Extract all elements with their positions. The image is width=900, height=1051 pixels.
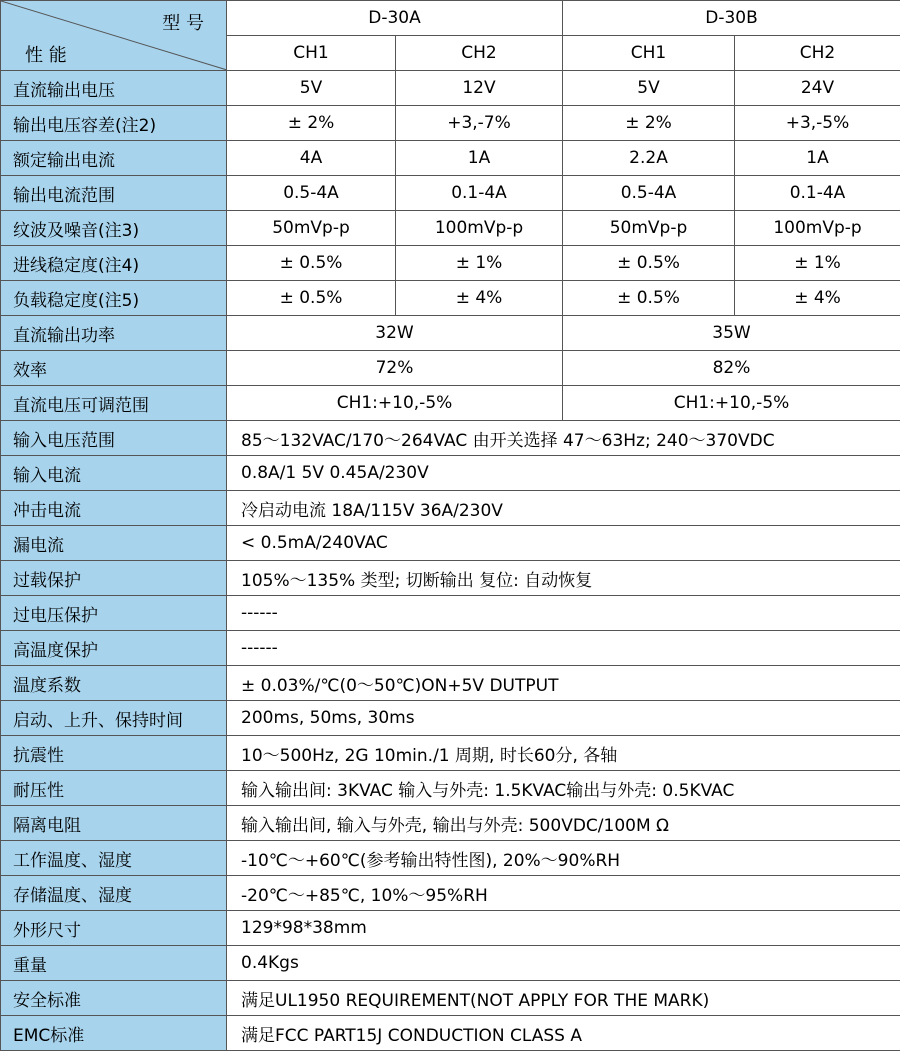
- spec-value-cell: 输入输出间: 3KVAC 输入与外壳: 1.5KVAC输出与外壳: 0.5KVAC: [227, 771, 900, 806]
- spec-row: [1, 526, 900, 561]
- spec-value-cell: 1A: [735, 141, 900, 176]
- spec-row-label: 进线稳定度(注4): [1, 246, 227, 281]
- spec-value-cell: ± 4%: [735, 281, 900, 316]
- spec-value-cell: +3,-7%: [396, 106, 563, 141]
- spec-value-cell: 12V: [396, 71, 563, 106]
- spec-value-cell: ± 0.5%: [563, 281, 735, 316]
- model-header-d30a: D-30A: [227, 1, 563, 36]
- spec-row-label: 直流电压可调范围: [1, 386, 227, 421]
- spec-value-cell: ± 0.5%: [227, 281, 396, 316]
- spec-value-cell: ± 2%: [563, 106, 735, 141]
- spec-row: [1, 316, 900, 351]
- header-row-models: [1, 1, 900, 36]
- spec-value-cell: 冷启动电流 18A/115V 36A/230V: [227, 491, 900, 526]
- spec-value-cell: 100mVp-p: [735, 211, 900, 246]
- spec-row-label: 工作温度、湿度: [1, 841, 227, 876]
- channel-header: CH1: [227, 36, 396, 71]
- spec-value-cell: +3,-5%: [735, 106, 900, 141]
- spec-value-cell: 200ms, 50ms, 30ms: [227, 701, 900, 736]
- spec-value-cell: 35W: [563, 316, 900, 351]
- spec-row: [1, 596, 900, 631]
- spec-value-cell: 10～500Hz, 2G 10min./1 周期, 时长60分, 各轴: [227, 736, 900, 771]
- spec-value-cell: 105%～135% 类型; 切断输出 复位: 自动恢复: [227, 561, 900, 596]
- spec-value-cell: 满足FCC PART15J CONDUCTION CLASS A: [227, 1016, 900, 1051]
- spec-row-label: 高温度保护: [1, 631, 227, 666]
- spec-row-label: 温度系数: [1, 666, 227, 701]
- spec-row: [1, 351, 900, 386]
- channel-header: CH2: [396, 36, 563, 71]
- spec-row: [1, 806, 900, 841]
- spec-row: [1, 946, 900, 981]
- spec-value-cell: 50mVp-p: [227, 211, 396, 246]
- spec-row-label: 耐压性: [1, 771, 227, 806]
- spec-value-cell: 4A: [227, 141, 396, 176]
- spec-row-label: 过电压保护: [1, 596, 227, 631]
- spec-row: [1, 736, 900, 771]
- spec-row: [1, 981, 900, 1016]
- spec-row-label: EMC标准: [1, 1016, 227, 1051]
- spec-row: [1, 771, 900, 806]
- spec-value-cell: 50mVp-p: [563, 211, 735, 246]
- spec-value-cell: CH1:+10,-5%: [563, 386, 900, 421]
- spec-value-cell: 5V: [227, 71, 396, 106]
- spec-value-cell: 0.5-4A: [227, 176, 396, 211]
- spec-row-label: 直流输出功率: [1, 316, 227, 351]
- spec-row: [1, 1016, 900, 1051]
- spec-row: [1, 141, 900, 176]
- spec-row: [1, 386, 900, 421]
- spec-value-cell: 129*98*38mm: [227, 911, 900, 946]
- spec-value-cell: 85～132VAC/170～264VAC 由开关选择 47～63Hz; 240～370VDC: [227, 421, 900, 456]
- spec-row: [1, 666, 900, 701]
- performance-label: 性 能: [25, 41, 67, 67]
- spec-row-label: 纹波及噪音(注3): [1, 211, 227, 246]
- spec-row-label: 过载保护: [1, 561, 227, 596]
- spec-row: [1, 246, 900, 281]
- spec-value-cell: ± 0.5%: [563, 246, 735, 281]
- spec-row: [1, 876, 900, 911]
- spec-value-cell: < 0.5mA/240VAC: [227, 526, 900, 561]
- spec-value-cell: ------: [227, 596, 900, 631]
- spec-value-cell: 1A: [396, 141, 563, 176]
- spec-row-label: 重量: [1, 946, 227, 981]
- spec-value-cell: 0.4Kgs: [227, 946, 900, 981]
- channel-header: CH2: [735, 36, 900, 71]
- spec-row-label: 隔离电阻: [1, 806, 227, 841]
- spec-row-label: 负载稳定度(注5): [1, 281, 227, 316]
- spec-row-label: 输出电压容差(注2): [1, 106, 227, 141]
- spec-value-cell: ± 2%: [227, 106, 396, 141]
- spec-value-cell: 24V: [735, 71, 900, 106]
- spec-row: [1, 911, 900, 946]
- spec-row-label: 效率: [1, 351, 227, 386]
- spec-value-cell: 100mVp-p: [396, 211, 563, 246]
- spec-row-label: 额定输出电流: [1, 141, 227, 176]
- spec-row: [1, 701, 900, 736]
- spec-row-label: 输入电流: [1, 456, 227, 491]
- spec-row: [1, 281, 900, 316]
- spec-value-cell: 满足UL1950 REQUIREMENT(NOT APPLY FOR THE MARK): [227, 981, 900, 1016]
- spec-row: [1, 631, 900, 666]
- spec-value-cell: -10℃～+60℃(参考输出特性图), 20%～90%RH: [227, 841, 900, 876]
- spec-value-cell: ± 0.03%/℃(0～50℃)ON+5V DUTPUT: [227, 666, 900, 701]
- spec-value-cell: 2.2A: [563, 141, 735, 176]
- spec-row-label: 抗震性: [1, 736, 227, 771]
- spec-value-cell: 0.1-4A: [396, 176, 563, 211]
- spec-row: [1, 561, 900, 596]
- spec-row: [1, 491, 900, 526]
- header-corner-cell: [1, 1, 227, 71]
- spec-value-cell: -20℃～+85℃, 10%～95%RH: [227, 876, 900, 911]
- channel-header: CH1: [563, 36, 735, 71]
- spec-row: [1, 176, 900, 211]
- spec-value-cell: ------: [227, 631, 900, 666]
- spec-row-label: 漏电流: [1, 526, 227, 561]
- spec-value-cell: ± 1%: [396, 246, 563, 281]
- spec-row-label: 安全标准: [1, 981, 227, 1016]
- model-label: 型 号: [162, 9, 204, 35]
- spec-row: [1, 71, 900, 106]
- spec-value-cell: ± 4%: [396, 281, 563, 316]
- spec-value-cell: 输入输出间, 输入与外壳, 输出与外壳: 500VDC/100M Ω: [227, 806, 900, 841]
- spec-value-cell: 72%: [227, 351, 563, 386]
- spec-row-label: 冲击电流: [1, 491, 227, 526]
- spec-row: [1, 106, 900, 141]
- spec-value-cell: 0.8A/1 5V 0.45A/230V: [227, 456, 900, 491]
- spec-value-cell: 0.1-4A: [735, 176, 900, 211]
- spec-row: [1, 841, 900, 876]
- spec-value-cell: 82%: [563, 351, 900, 386]
- spec-value-cell: ± 1%: [735, 246, 900, 281]
- spec-value-cell: 32W: [227, 316, 563, 351]
- spec-value-cell: 0.5-4A: [563, 176, 735, 211]
- spec-row-label: 启动、上升、保持时间: [1, 701, 227, 736]
- spec-value-cell: CH1:+10,-5%: [227, 386, 563, 421]
- spec-row-label: 输出电流范围: [1, 176, 227, 211]
- spec-row-label: 输入电压范围: [1, 421, 227, 456]
- spec-row: [1, 211, 900, 246]
- spec-value-cell: ± 0.5%: [227, 246, 396, 281]
- spec-value-cell: 5V: [563, 71, 735, 106]
- model-header-d30b: D-30B: [563, 1, 900, 36]
- spec-row-label: 存储温度、湿度: [1, 876, 227, 911]
- spec-row-label: 外形尺寸: [1, 911, 227, 946]
- spec-row: [1, 421, 900, 456]
- spec-row: [1, 456, 900, 491]
- spec-row-label: 直流输出电压: [1, 71, 227, 106]
